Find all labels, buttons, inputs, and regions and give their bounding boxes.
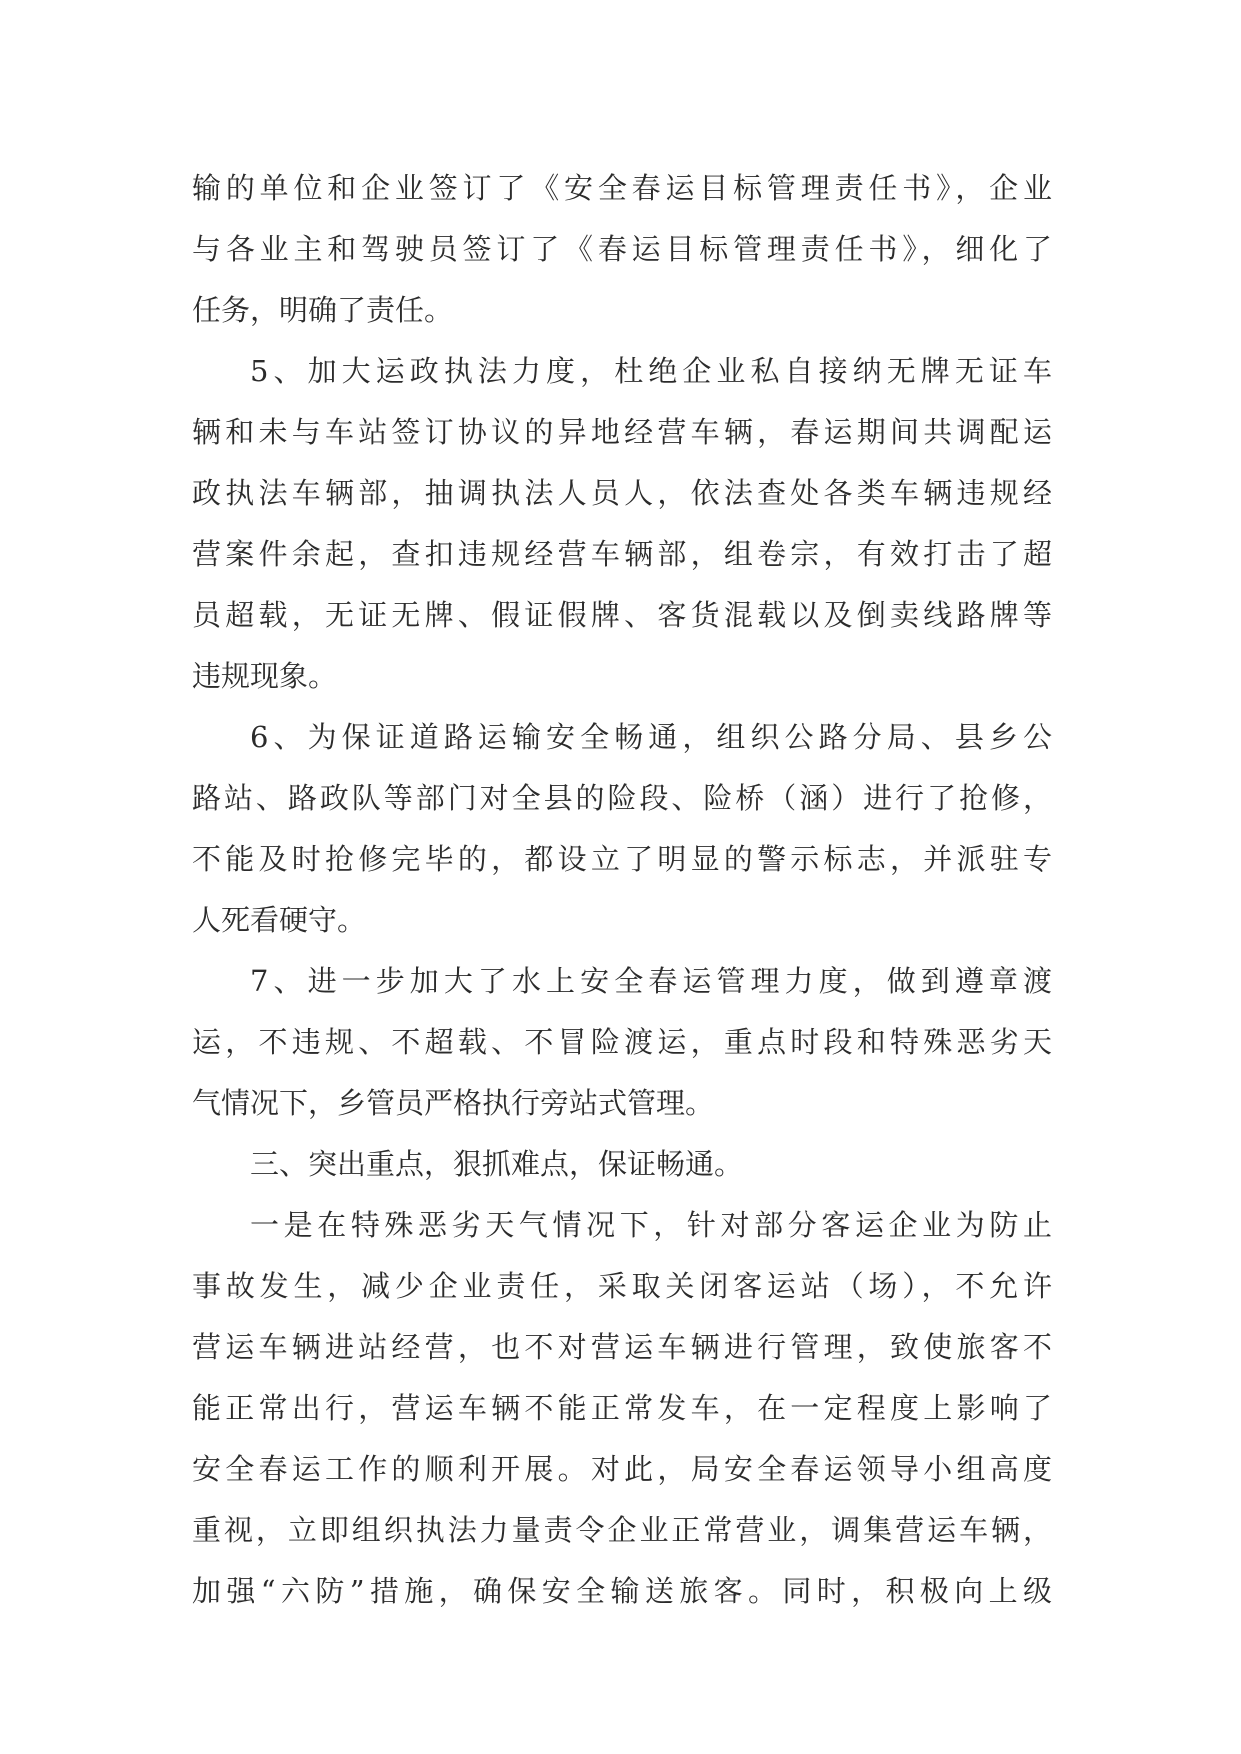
text-line: 不能及时抢修完毕的，都设立了明显的警示标志，并派驻专	[192, 842, 1052, 876]
text-line: 辆和未与车站签订协议的异地经营车辆，春运期间共调配运	[192, 415, 1052, 449]
item-7-first-line: 7、进一步加大了水上安全春运管理力度，做到遵章渡	[250, 964, 1052, 998]
text-line: 营运车辆进站经营，也不对营运车辆进行管理，致使旅客不	[192, 1330, 1052, 1364]
text-line: 运，不违规、不超载、不冒险渡运，重点时段和特殊恶劣天	[192, 1025, 1052, 1059]
text-line: 员超载，无证无牌、假证假牌、客货混载以及倒卖线路牌等	[192, 598, 1052, 632]
item-5-first-line: 5、加大运政执法力度，杜绝企业私自接纳无牌无证车	[250, 354, 1052, 388]
text-line: 重视，立即组织执法力量责令企业正常营业，调集营运车辆，	[192, 1513, 1052, 1547]
text-line: 事故发生，减少企业责任，采取关闭客运站（场），不允许	[192, 1269, 1052, 1303]
text-line: 与各业主和驾驶员签订了《春运目标管理责任书》，细化了	[192, 232, 1052, 266]
section-heading: 三、突出重点，狠抓难点，保证畅通。	[250, 1147, 744, 1181]
text-line: 营案件余起，查扣违规经营车辆部，组卷宗，有效打击了超	[192, 537, 1052, 571]
point-1-first-line: 一是在特殊恶劣天气情况下，针对部分客运企业为防止	[250, 1208, 1052, 1242]
text-line: 加强“六防”措施，确保安全输送旅客。同时，积极向上级	[192, 1574, 1052, 1608]
text-line: 输的单位和企业签订了《安全春运目标管理责任书》，企业	[192, 171, 1052, 205]
text-line: 气情况下，乡管员严格执行旁站式管理。	[192, 1086, 715, 1120]
document-body	[192, 158, 1052, 1622]
text-line: 任务，明确了责任。	[192, 293, 454, 327]
text-line: 人死看硬守。	[192, 903, 367, 937]
text-line: 违规现象。	[192, 659, 338, 693]
text-line: 能正常出行，营运车辆不能正常发车，在一定程度上影响了	[192, 1391, 1052, 1425]
text-line: 政执法车辆部，抽调执法人员人，依法查处各类车辆违规经	[192, 476, 1052, 510]
text-line: 路站、路政队等部门对全县的险段、险桥（涵）进行了抢修，	[192, 781, 1052, 815]
item-6-first-line: 6、为保证道路运输安全畅通，组织公路分局、县乡公	[250, 720, 1052, 754]
text-line: 安全春运工作的顺利开展。对此，局安全春运领导小组高度	[192, 1452, 1052, 1486]
